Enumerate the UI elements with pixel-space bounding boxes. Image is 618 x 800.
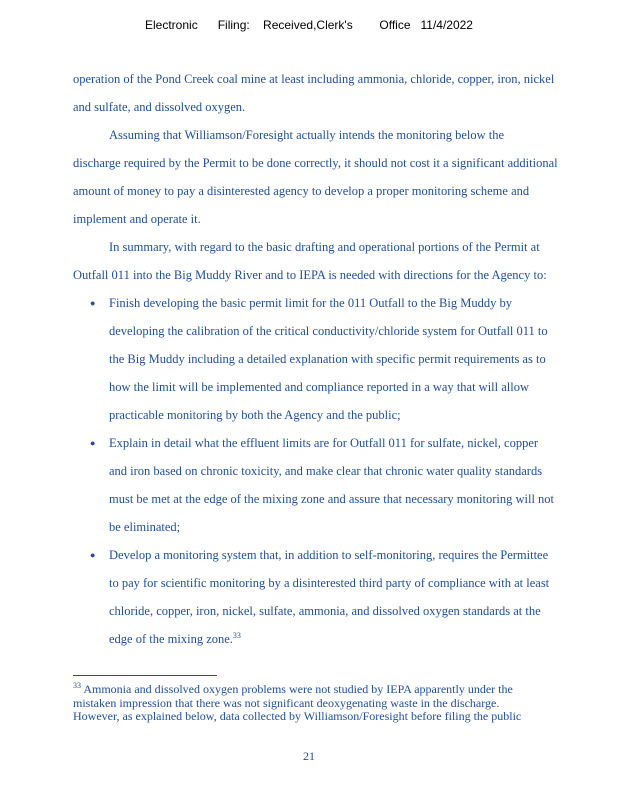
body-line: discharge required by the Permit to be done correctly, it should not cost it a significant additional	[73, 156, 558, 170]
footnote-line: mistaken impression that there was not significant deoxygenating waste in the discharge.	[73, 695, 500, 710]
body-line: and sulfate, and dissolved oxygen.	[73, 100, 246, 114]
footnote-number: 33	[73, 681, 81, 690]
filing-stamp-header: Electronic Filing: Received,Clerk's Office 11/4/2022	[145, 18, 473, 32]
body-line: operation of the Pond Creek coal mine at least including ammonia, chloride, copper, iron, nickel	[73, 72, 555, 86]
bullet-line: practicable monitoring by both the Agency and the public;	[109, 408, 401, 422]
bullet-line: to pay for scientific monitoring by a disinterested third party of compliance with at least	[109, 576, 550, 590]
bullet-line: Explain in detail what the effluent limits are for Outfall 011 for sulfate, nickel, copper	[109, 436, 539, 450]
body-line: Assuming that Williamson/Foresight actually intends the monitoring below the	[109, 128, 505, 142]
bullet-line: Finish developing the basic permit limit for the 011 Outfall to the Big Muddy by	[109, 296, 512, 310]
bullet-line: developing the calibration of the critical conductivity/chloride system for Outfall 011 to	[109, 324, 548, 338]
bullet-line: be eliminated;	[109, 520, 181, 534]
bullet-line: how the limit will be implemented and compliance reported in a way that will allow	[109, 380, 530, 394]
bullet-line-text: edge of the mixing zone.	[109, 632, 233, 646]
bullet-line	[109, 629, 583, 657]
bullet-item	[73, 545, 583, 657]
footnote	[73, 683, 583, 724]
body-line: Outfall 011 into the Big Muddy River and to IEPA is needed with directions for the Agency to:	[73, 268, 547, 282]
bullet-line: and iron based on chronic toxicity, and make clear that chronic water quality standards	[109, 464, 543, 478]
footnote-reference[interactable]: 33	[232, 630, 241, 640]
bullet-icon: ●	[90, 550, 96, 560]
body-text	[73, 69, 583, 657]
footnote-divider	[73, 675, 217, 676]
bullet-line: must be met at the edge of the mixing zone and assure that necessary monitoring will not	[109, 492, 555, 506]
footnote-line: However, as explained below, data collected by Williamson/Foresight before filing the public	[73, 709, 522, 723]
bullet-line: chloride, copper, iron, nickel, sulfate, ammonia, and dissolved oxygen standards at the	[109, 604, 541, 618]
body-line: amount of money to pay a disinterested agency to develop a proper monitoring scheme and	[73, 184, 530, 198]
bullet-icon: ●	[90, 298, 96, 308]
bullet-item	[73, 433, 583, 545]
footnote-line	[73, 683, 583, 697]
bullet-line: the Big Muddy including a detailed explanation with specific permit requirements as to	[109, 352, 546, 366]
body-line: In summary, with regard to the basic drafting and operational portions of the Permit at	[109, 240, 540, 254]
bullet-icon: ●	[90, 438, 96, 448]
body-line: implement and operate it.	[73, 212, 201, 226]
page-number: 21	[303, 749, 315, 763]
footnote-text: Ammonia and dissolved oxygen problems were not studied by IEPA apparently under the	[81, 682, 513, 696]
bullet-item	[73, 293, 583, 433]
bullet-line: Develop a monitoring system that, in addition to self-monitoring, requires the Permittee	[109, 548, 549, 562]
